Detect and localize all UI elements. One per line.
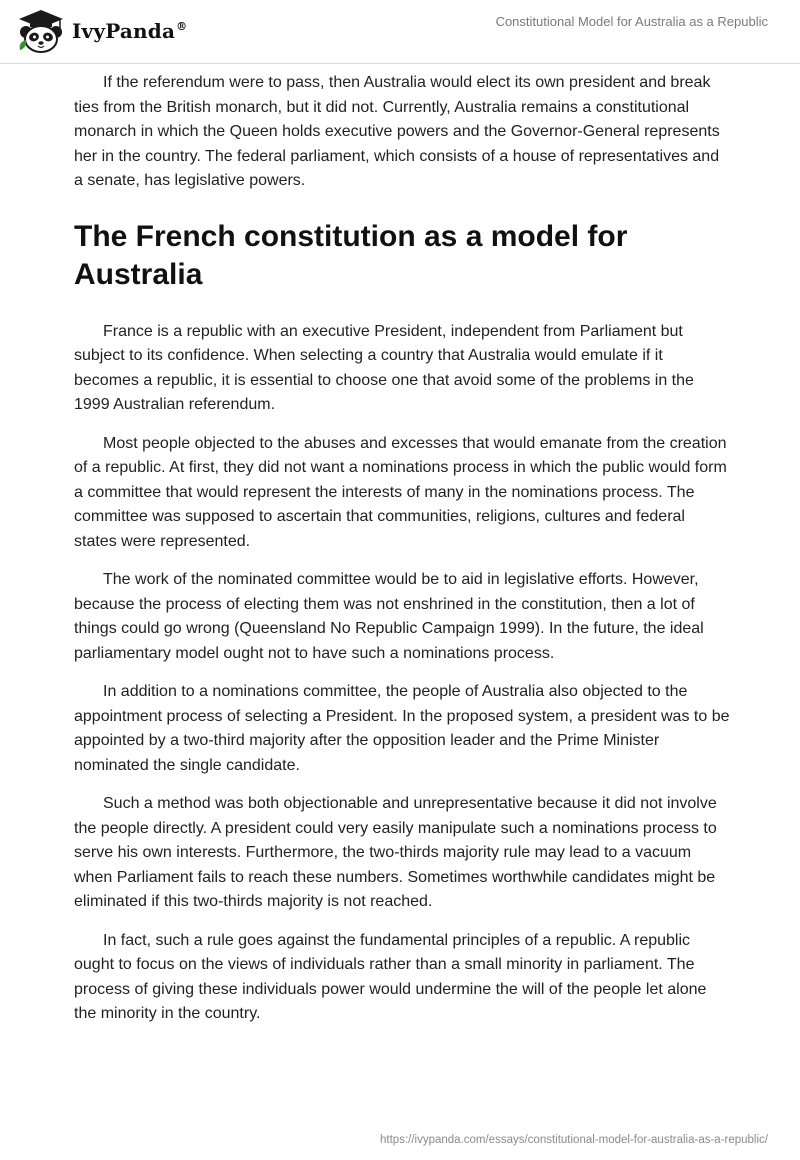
- brand-name: IvyPanda®: [72, 19, 188, 43]
- section-heading: The French constitution as a model for Australia: [74, 219, 628, 291]
- essay-body: [74, 71, 730, 1041]
- body-paragraph: France is a republic with an executive President, independent from Parliament but subject to its confidence. When selecting a country that Australia would emulate if it becomes a republic, it is essential to choose one that avoid some of the problems in the 1999 Australian referendum.: [74, 322, 694, 413]
- intro-paragraph: If the referendum were to pass, then Australia would elect its own president and break ties from the British monarch, but it did not. Currently, Australia remains a constitutional monarch in which the Queen holds executive powers and the Governor-General represents her in the country. The federal parliament, which consists of a house of representatives and a senate, has legislative powers.: [74, 74, 720, 189]
- body-paragraph: Most people objected to the abuses and excesses that would emanate from the creation of a republic. At first, they did not want a nominations process in which the public would form a committee that would represent the interests of many in the nominations process. The committee was supposed to ascertain that communities, religions, cultures and federal states were represented.: [74, 434, 727, 550]
- body-paragraph: In addition to a nominations committee, the people of Australia also objected to the appointment process of selecting a President. In the proposed system, a president was to be appointed by a two-third majority after the opposition leader and the Prime Minister nominated the single candidate.: [74, 683, 730, 774]
- panda-graduation-cap-icon: [16, 8, 66, 54]
- body-paragraph: Such a method was both objectionable and unrepresentative because it did not involve the people directly. A president could very easily manipulate such a nominations process to serve his own interests. Furthermore, the two-thirds majority rule may lead to a vacuum when Parliament fails to reach these numbers. Sometimes worthwhile candidates might be eliminated if this two-thirds majority is not reached.: [74, 795, 717, 910]
- source-url[interactable]: https://ivypanda.com/essays/constitutional-model-for-australia-as-a-republic/: [380, 1134, 768, 1146]
- page-header: [0, 0, 800, 64]
- ivypanda-logo[interactable]: [16, 8, 187, 54]
- body-paragraph: In fact, such a rule goes against the fundamental principles of a republic. A republic ought to focus on the views of individuals rather than a small minority in parliament. The process of giving these individuals power would undermine the will of the people let alone the minority in the country.: [74, 931, 707, 1022]
- trademark-symbol: ®: [176, 20, 188, 34]
- body-paragraph: The work of the nominated committee would be to aid in legislative efforts. However, because the process of electing them was not enshrined in the constitution, then a lot of things could go wrong (Queensland No Republic Campaign 1999). In the future, the ideal parliamentary model ought not to have such a nominations process.: [74, 571, 704, 662]
- document-title: Constitutional Model for Australia as a Republic: [495, 14, 768, 29]
